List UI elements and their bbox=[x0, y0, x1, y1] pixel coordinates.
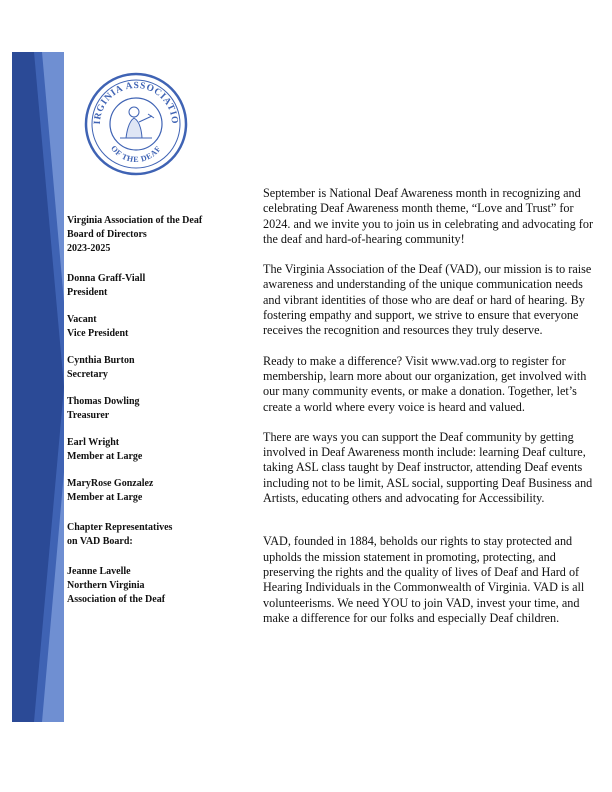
member-role: Member at Large bbox=[67, 451, 143, 462]
member-role: Treasurer bbox=[67, 410, 110, 421]
board-of-directors bbox=[67, 214, 227, 620]
seal-text-top: IRGINIA ASSOCIATIO bbox=[92, 80, 180, 125]
member-role: President bbox=[67, 287, 108, 298]
rep-name: Jeanne Lavelle bbox=[67, 566, 131, 577]
seal-text-bottom: OF THE DEAF bbox=[109, 143, 163, 165]
board-member bbox=[67, 354, 227, 382]
letter-body bbox=[263, 186, 593, 626]
letter-paragraph: VAD, founded in 1884, beholds our rights to stay protected and upholds the mission statement in promoting, protecting, and preserving the rights and the quality of lives of Deaf and Hard of Hearing Individuals in the Commonwealth of Virginia. VAD is all volunteerisms. We need YOU to join VAD, invest your time, and make a difference for our folks and especially Deaf children. bbox=[263, 534, 585, 625]
board-title: Board of Directors bbox=[67, 229, 147, 240]
letter-paragraph: There are ways you can support the Deaf community by getting involved in Deaf Awareness month include: learning Deaf culture, taking ASL class taught by Deaf instructor, attending Deaf events including not to be limit, ASL social, supporting Deaf Business and Artists, educating others and advocating for Accessibility. bbox=[263, 429, 593, 506]
chapter-representative bbox=[67, 565, 227, 607]
chapter-heading bbox=[67, 521, 227, 549]
rep-chapter: Association of the Deaf bbox=[67, 594, 166, 605]
board-member bbox=[67, 313, 227, 341]
member-name: Earl Wright bbox=[67, 437, 120, 448]
member-name: Thomas Dowling bbox=[67, 396, 140, 407]
rep-chapter: Northern Virginia bbox=[67, 580, 145, 591]
board-member bbox=[67, 395, 227, 423]
member-name: Donna Graff-Viall bbox=[67, 273, 146, 284]
letter-paragraph: September is National Deaf Awareness month in recognizing and celebrating Deaf Awareness month theme, “Love and Trust” for 2024. and we invite you to join us in celebrating and advocating for the deaf and hard-of-hearing community! bbox=[263, 186, 593, 246]
letter-paragraph: The Virginia Association of the Deaf (VAD), our mission is to raise awareness and understanding of the unique communication needs and vibrant identities of those who are deaf or hard of hearing. By fostering empathy and support, we strive to ensure that everyone receives the recognition and resources they truly deserve. bbox=[263, 262, 592, 338]
member-role: Secretary bbox=[67, 369, 108, 380]
decorative-side-bar bbox=[12, 52, 64, 722]
board-member bbox=[67, 436, 227, 464]
board-org-name: Virginia Association of the Deaf bbox=[67, 215, 203, 226]
member-name: Cynthia Burton bbox=[67, 355, 135, 366]
board-member bbox=[67, 477, 227, 505]
member-role: Member at Large bbox=[67, 492, 143, 503]
member-name: MaryRose Gonzalez bbox=[67, 478, 154, 489]
member-name: Vacant bbox=[67, 314, 97, 325]
letter-paragraph: Ready to make a difference? Visit www.vad.org to register for membership, learn more about our organization, get involved with our many community events, or make a donation. Together, let’s create a world where every voice is heard and valued. bbox=[263, 353, 587, 414]
side-bar-graphic bbox=[12, 52, 64, 722]
association-seal-icon bbox=[84, 72, 188, 176]
board-term: 2023-2025 bbox=[67, 243, 111, 254]
chapter-heading-line: on VAD Board: bbox=[67, 536, 133, 547]
board-heading bbox=[67, 214, 227, 256]
chapter-heading-line: Chapter Representatives bbox=[67, 522, 173, 533]
board-member bbox=[67, 272, 227, 300]
member-role: Vice President bbox=[67, 328, 129, 339]
